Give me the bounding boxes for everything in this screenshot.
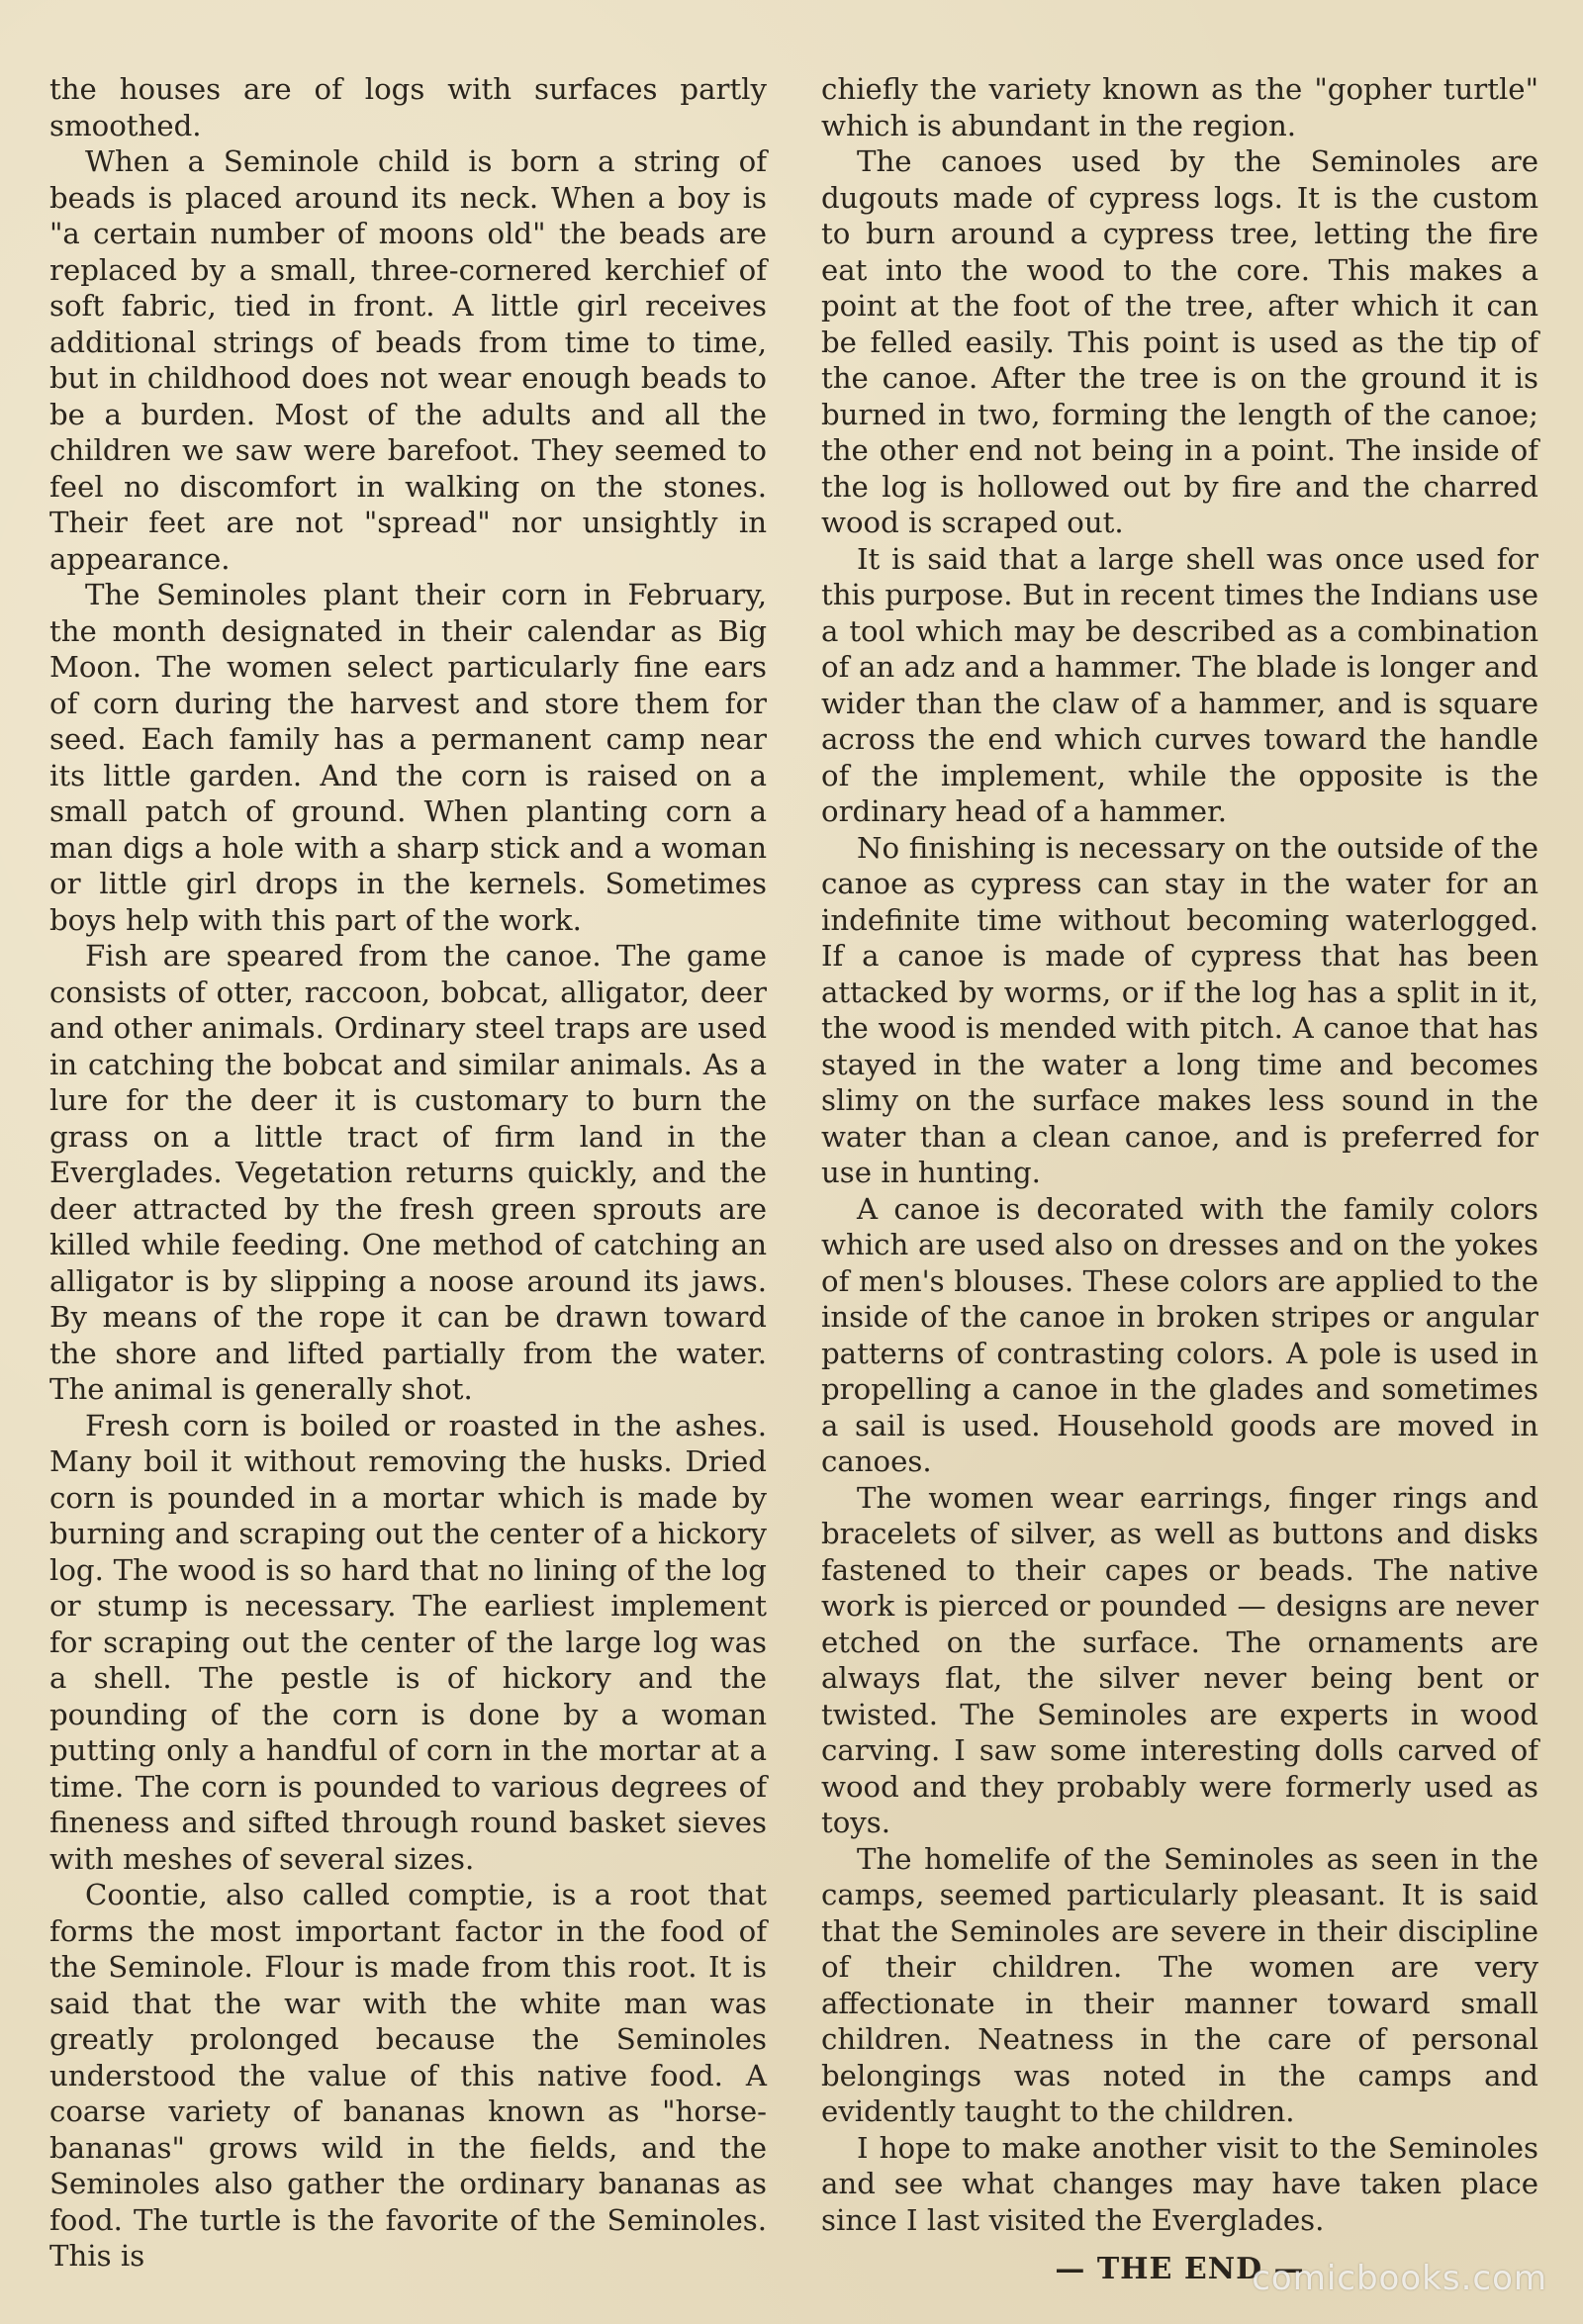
paragraph: The homelife of the Seminoles as seen in the camps, seemed particularly pleasant. It is said that the Seminoles are severe in their discipline of their children. The women are very affectionate in their manner toward small children. Neatness in the care of personal belongings was noted in the camps and evidently taught to the children. [821,1841,1538,2128]
paragraph: Coontie, also called comptie, is a root that forms the most important factor in the food of the Seminole. Flour is made from this root. It is said that the war with the white man was greatly prolonged because the Seminoles understood the value of this native food. A coarse variety of bananas known as "horse-bananas" grows wild in the fields, and the Seminoles also gather the ordinary bananas as food. The turtle is the favorite of the Seminoles. This is [49,1878,767,2273]
right-column [821,71,1538,2288]
paragraph: No finishing is necessary on the outside of the canoe as cypress can stay in the water for an indefinite time without becoming waterlogged. If a canoe is made of cypress that has been attacked by worms, or if the log has a split in it, the wood is mended with pitch. A canoe that has stayed in the water a long time and becomes slimy on the surface makes less sound in the water than a clean canoe, and is preferred for use in hunting. [821,830,1538,1189]
paragraph: The canoes used by the Seminoles are dugouts made of cypress logs. It is the custom to burn around a cypress tree, letting the fire eat into the wood to the core. This makes a point at the foot of the tree, after which it can be felled easily. This point is used as the tip of the canoe. After the tree is on the ground it is burned in two, forming the length of the canoe; the other end not being in a point. The inside of the log is hollowed out by fire and the charred wood is scraped out. [821,144,1538,539]
end-mark: — THE END — [1055,2252,1305,2286]
paragraph: When a Seminole child is born a string of beads is placed around its neck. When a boy is "a certain number of moons old" the beads are replaced by a small, three-cornered kerchief of soft fabric, tied in front. A little girl receives additional strings of beads from time to time, but in childhood does not wear enough beads to be a burden. Most of the adults and all the children we saw were barefoot. They seemed to feel no discomfort in walking on the stones. Their feet are not "spread" nor unsightly in appearance. [49,144,767,576]
watermark: comicbooks.com [1252,2259,1547,2298]
paragraph: The women wear earrings, finger rings and bracelets of silver, as well as buttons and disks fastened to their capes or beads. The native work is pierced or pounded — designs are never etched on the surface. The ornaments are always flat, the silver never being bent or twisted. The Seminoles are experts in wood carving. I saw some interesting dolls carved of wood and they probably were formerly used as toys. [821,1480,1538,1839]
paragraph: I hope to make another visit to the Seminoles and see what changes may have taken place since I last visited the Everglades. [821,2130,1538,2237]
paragraph: A canoe is decorated with the family colors which are used also on dresses and on the yokes of men's blouses. These colors are applied to the inside of the canoe in broken stripes or angular patterns of contrasting colors. A pole is used in propelling a canoe in the glades and sometimes a sail is used. Household goods are moved in canoes. [821,1191,1538,1478]
paragraph: The Seminoles plant their corn in February, the month designated in their calendar as Big Moon. The women select particularly fine ears of corn during the harvest and store them for seed. Each family has a permanent camp near its little garden. And the corn is raised on a small patch of ground. When planting corn a man digs a hole with a sharp stick and a woman or little girl drops in the kernels. Sometimes boys help with this part of the work. [49,578,767,937]
paragraph: chiefly the variety known as the "gopher turtle" which is abundant in the region. [821,72,1538,142]
left-column [49,71,767,2275]
paragraph: It is said that a large shell was once used for this purpose. But in recent times the Indians use a tool which may be described as a combination of an adz and a hammer. The blade is longer and wider than the claw of a hammer, and is square across the end which curves toward the handle of the implement, while the opposite is the ordinary head of a hammer. [821,541,1538,828]
paragraph: Fish are speared from the canoe. The game consists of otter, raccoon, bobcat, alligator, deer and other animals. Ordinary steel traps are used in catching the bobcat and similar animals. As a lure for the deer it is customary to burn the grass on a little tract of firm land in the Everglades. Vegetation returns quickly, and the deer attracted by the fresh green sprouts are killed while feeding. One method of catching an alligator is by slipping a noose around its jaws. By means of the rope it can be drawn toward the shore and lifted partially from the water. The animal is generally shot. [49,939,767,1406]
paragraph: Fresh corn is boiled or roasted in the ashes. Many boil it without removing the husks. Dried corn is pounded in a mortar which is made by burning and scraping out the center of a hickory log. The wood is so hard that no lining of the log or stump is necessary. The earliest implement for scraping out the center of the large log was a shell. The pestle is of hickory and the pounding of the corn is done by a woman putting only a handful of corn in the mortar at a time. The corn is pounded to various degrees of fineness and sifted through round basket sieves with meshes of several sizes. [49,1408,767,1876]
paragraph: the houses are of logs with surfaces partly smoothed. [49,72,767,142]
